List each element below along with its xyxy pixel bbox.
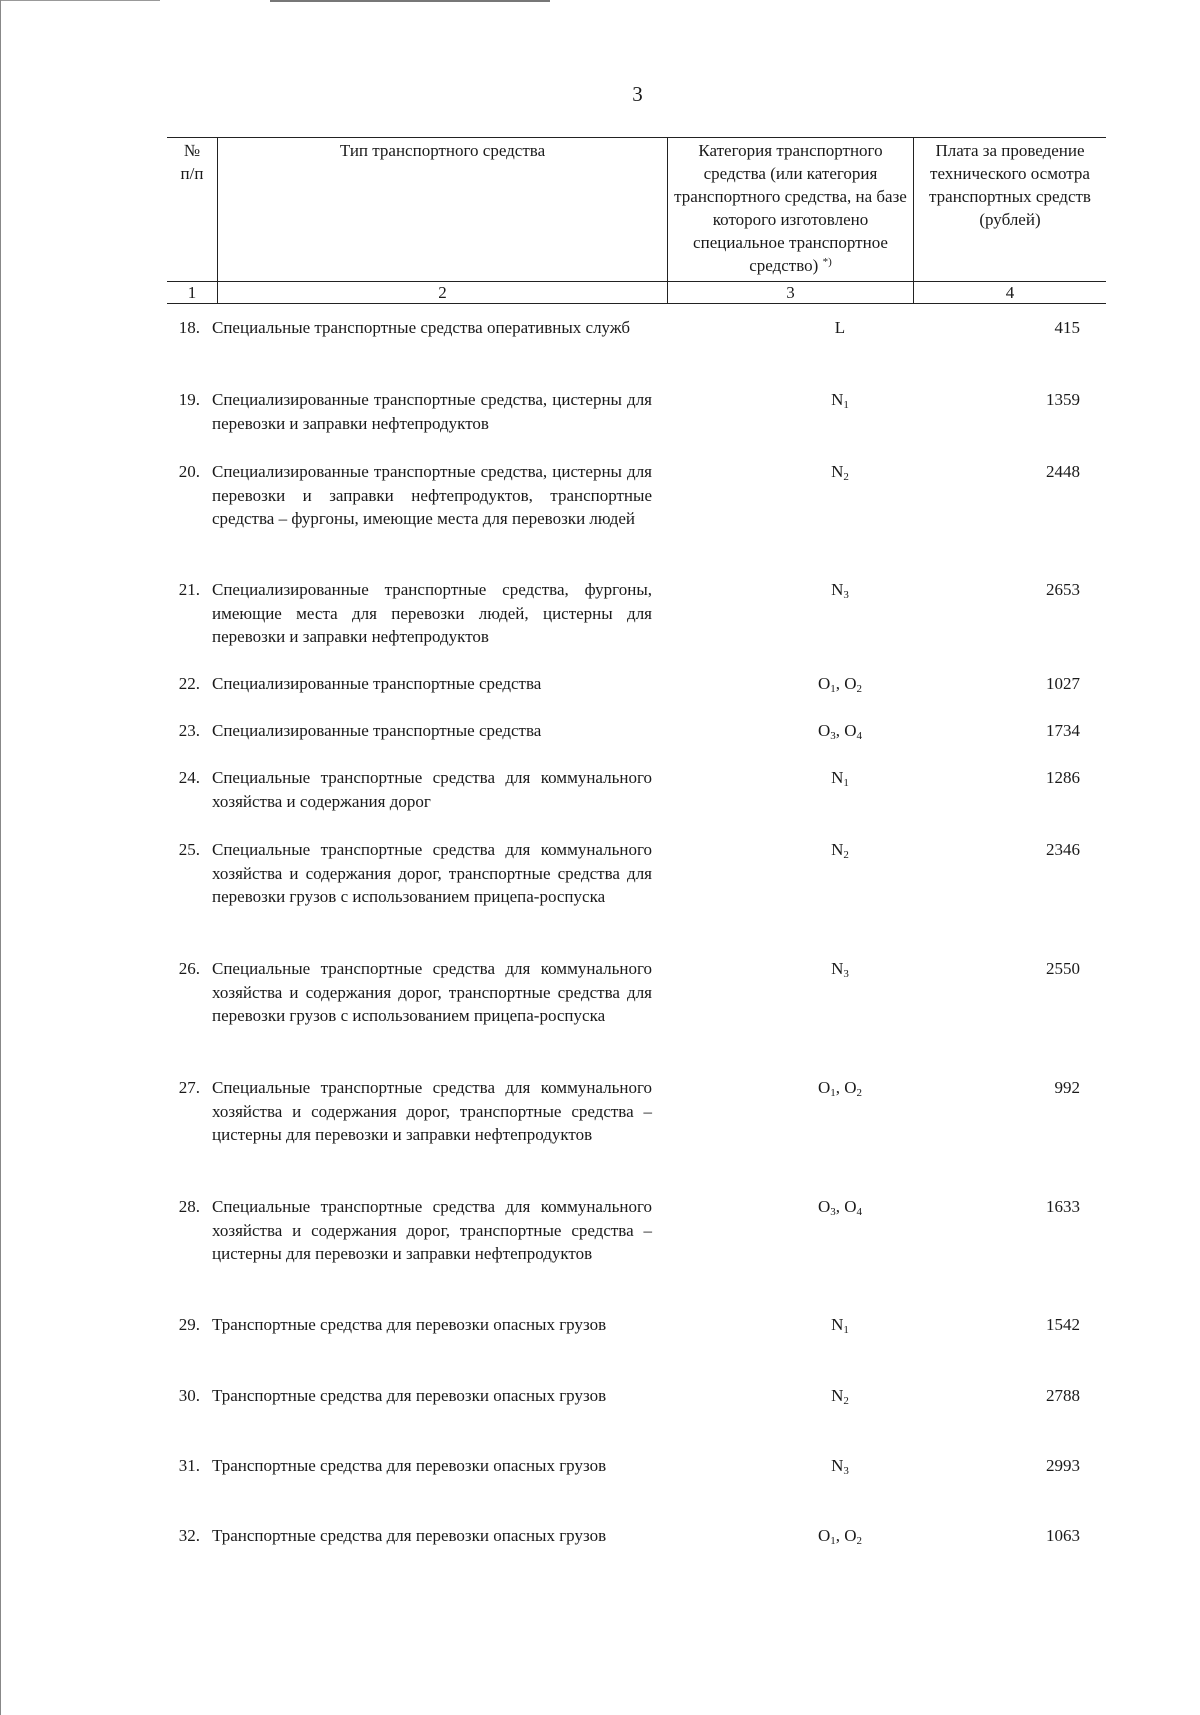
row-vehicle-type: Специализированные транспортные средства [212,674,542,693]
row-vehicle-category: $N_1$ [831,1315,849,1336]
row-inspection-fee: 1734 [1046,721,1080,740]
row-inspection-fee: 1633 [1046,1197,1080,1216]
row-vehicle-category: $N_1$ [831,390,849,411]
row-vehicle-category: $N_2$ [831,462,849,483]
row-vehicle-category: $N_1$ [831,768,849,789]
row-number: 25. [178,840,200,859]
row-number: 21. [178,580,200,599]
row-inspection-fee: 2788 [1046,1386,1080,1405]
header-col-fee-text: Плата за проведение технического осмотра транспортных средств (рублей) [929,141,1091,229]
row-number: 24. [178,768,200,787]
row-vehicle-type: Транспортные средства для перевозки опасных грузов [212,1526,607,1545]
row-vehicle-type: Транспортные средства для перевозки опасных грузов [212,1315,607,1334]
row-number: 23. [178,721,200,740]
row-vehicle-type: Специализированные транспортные средства [212,721,542,740]
row-vehicle-category: L [834,318,846,337]
column-number-3: 3 [668,282,914,304]
row-inspection-fee: 2993 [1046,1456,1080,1475]
row-vehicle-type: Специализированные транспортные средства, фургоны, имеющие места для перевозки людей, цистерны для перевозки и заправки нефтепродуктов [212,580,652,647]
row-vehicle-category: $N_3$ [831,959,849,980]
row-vehicle-category: $N_2$ [831,840,849,861]
footnote-mark: *) [822,256,832,268]
row-number: 18. [178,318,200,337]
row-vehicle-type: Специализированные транспортные средства, цистерны для перевозки и заправки нефтепродуктов, транспортные средства – фургоны, имеющие места для перевозки людей [212,462,652,529]
column-number-2: 2 [218,282,668,304]
row-vehicle-category: $N_3$ [831,580,849,601]
row-vehicle-category: $O_3$, $O_4$ [817,1197,863,1218]
row-vehicle-type: Специальные транспортные средства для коммунального хозяйства и содержания дорог, транспортные средства для перевозки грузов с использованием прицепа-роспуска [212,840,652,907]
row-number: 32. [178,1526,200,1545]
row-number: 30. [178,1386,200,1405]
row-number: 22. [178,674,200,693]
row-vehicle-category: $O_1$, $O_2$ [817,1526,863,1547]
row-vehicle-type: Специальные транспортные средства для коммунального хозяйства и содержания дорог, транспортные средства для перевозки грузов с использованием прицепа-роспуска [212,959,652,1026]
row-inspection-fee: 415 [1054,318,1080,337]
row-vehicle-category: $N_2$ [831,1386,849,1407]
column-number-4: 4 [914,282,1107,304]
row-number: 31. [178,1456,200,1475]
row-inspection-fee: 1359 [1046,390,1080,409]
row-number: 27. [178,1078,200,1097]
row-vehicle-category: $N_3$ [831,1456,849,1477]
row-vehicle-type: Транспортные средства для перевозки опасных грузов [212,1456,607,1475]
page-number: 3 [632,82,643,106]
header-col-category-text: Категория транспортного средства (или категория транспортного средства, на базе которого изготовлено специальное транспортное средство) [674,141,907,275]
row-number: 20. [178,462,200,481]
row-vehicle-type: Специальные транспортные средства для коммунального хозяйства и содержания дорог, транспортные средства – цистерны для перевозки и заправки нефтепродуктов [212,1078,652,1145]
row-inspection-fee: 992 [1054,1078,1080,1097]
row-inspection-fee: 2346 [1046,840,1080,859]
row-inspection-fee: 1286 [1046,768,1080,787]
row-vehicle-category: $O_3$, $O_4$ [817,721,863,742]
row-vehicle-type: Специальные транспортные средства оперативных служб [212,318,631,337]
row-number: 19. [178,390,200,409]
row-inspection-fee: 2550 [1046,959,1080,978]
header-col-number-text: № п/п [180,141,204,183]
row-vehicle-category: $O_1$, $O_2$ [817,1078,863,1099]
row-inspection-fee: 2448 [1046,462,1080,481]
column-number-1: 1 [167,282,218,304]
row-number: 29. [178,1315,200,1334]
row-inspection-fee: 1542 [1046,1315,1080,1334]
row-vehicle-category: $O_1$, $O_2$ [817,674,863,695]
row-inspection-fee: 1063 [1046,1526,1080,1545]
row-number: 28. [178,1197,200,1216]
row-vehicle-type: Специальные транспортные средства для коммунального хозяйства и содержания дорог, транспортные средства – цистерны для перевозки и заправки нефтепродуктов [212,1197,652,1264]
row-inspection-fee: 1027 [1046,674,1080,693]
row-number: 26. [178,959,200,978]
header-col-type-text: Тип транспортного средства [339,141,546,160]
row-vehicle-type: Транспортные средства для перевозки опасных грузов [212,1386,607,1405]
row-vehicle-type: Специализированные транспортные средства, цистерны для перевозки и заправки нефтепродуктов [212,390,652,433]
row-inspection-fee: 2653 [1046,580,1080,599]
row-vehicle-type: Специальные транспортные средства для коммунального хозяйства и содержания дорог [212,768,652,811]
